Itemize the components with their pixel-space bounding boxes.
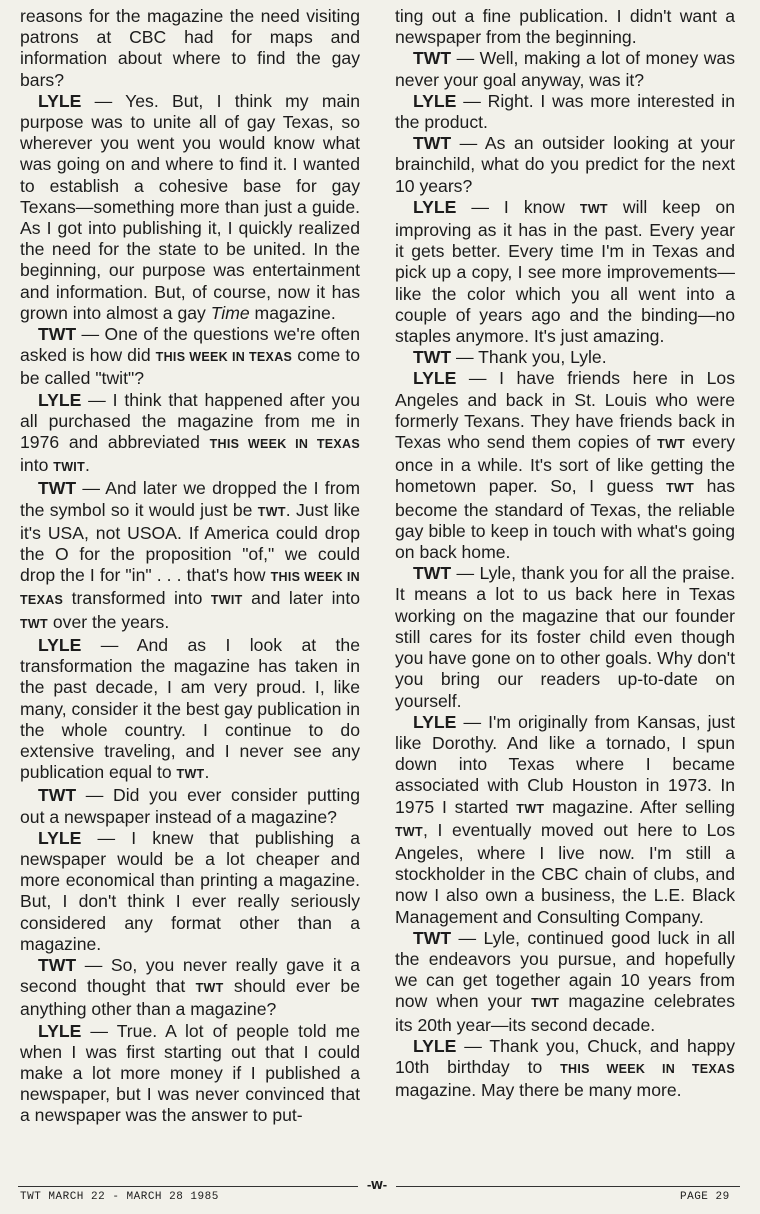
- publication-name: THIS WEEK IN TEXAS: [209, 437, 361, 452]
- text-run: — Yes. But, I think my main purpose was to unite all of gay Texas, so wherever you went you would know what was going on and where to find it. I wanted to establish a cohesive base for gay Texans—something more than just a guide. As I got into publishing it, I quickly realized the need for the state to be united. In the beginning, our purpose was entertainment and information. But, of course, now it has grown into almost a gay: [20, 90, 360, 323]
- paragraph: [20, 635, 360, 785]
- text-run: — One of the questions we're often asked is how did: [20, 324, 360, 366]
- speaker-label: TWT: [38, 954, 77, 975]
- text-run: reasons for the magazine the need visiting patrons at CBC had for maps and information about where to find the gay bars?: [20, 6, 360, 90]
- text-run: come to be called "twit"?: [20, 345, 360, 389]
- publication-name: TWT: [666, 481, 695, 496]
- text-run: will keep on improving as it has in the past. Every year it gets better. Every time I'm in Texas and pick up a copy, I see more improvements—like the color which you all went into a couple of years ago and the binding—no staples anymore. It's just amazing.: [395, 196, 736, 347]
- text-run: — True. A lot of people told me when I was first starting out that I could make a lot more money if I published a newspaper, but I was never convinced that a newspaper was the answer to put-: [20, 1020, 360, 1126]
- publication-name: TWT: [516, 801, 545, 816]
- publication-name: TWT: [657, 437, 686, 452]
- speaker-label: LYLE: [38, 1020, 82, 1041]
- text-run: . Just like it's USA, not USOA. If America could drop the O for the proposition "of," we could drop the I for "in" . . . that's how: [20, 499, 360, 586]
- paragraph: [395, 1036, 735, 1102]
- paragraph: [395, 48, 735, 90]
- text-run: — I have friends here in Los Angeles and back in St. Louis who were formerly Texans. They have friends back in Texas who send them copies of: [395, 368, 735, 453]
- paragraph: [20, 6, 360, 91]
- paragraph: [20, 785, 360, 827]
- paragraph: [395, 928, 735, 1036]
- publication-name: TWIT: [53, 460, 86, 475]
- publication-name: THIS WEEK IN TEXAS: [20, 570, 360, 608]
- speaker-label: TWT: [413, 133, 452, 154]
- speaker-label: LYLE: [413, 196, 457, 217]
- paragraph: [395, 91, 735, 133]
- publication-name: TWIT: [210, 593, 243, 608]
- text-run: should ever be anything other than a magazine?: [20, 976, 360, 1020]
- speaker-label: TWT: [38, 478, 77, 499]
- text-run: magazine. After selling: [544, 796, 735, 817]
- text-run: — Right. I was more interested in the product.: [395, 90, 735, 133]
- text-run: magazine.: [249, 302, 336, 323]
- paragraph: [395, 347, 735, 368]
- text-run: — Thank you, Chuck, and happy 10th birthday to: [395, 1035, 735, 1077]
- paragraph: [395, 712, 735, 928]
- text-run: — I know: [456, 196, 580, 217]
- publication-name: TWT: [395, 824, 423, 839]
- speaker-label: TWT: [413, 927, 452, 948]
- speaker-label: LYLE: [38, 827, 82, 848]
- speaker-label: TWT: [38, 785, 77, 806]
- text-run: has become the standard of Texas, the reliable gay bible to keep in touch with what's going on back home.: [395, 476, 735, 563]
- text-run: — Lyle, continued good luck in all the endeavors you pursue, and hopefully we can get together again 10 years from now when your: [395, 927, 735, 1012]
- publication-name: TWT: [195, 981, 224, 996]
- text-run: over the years.: [47, 611, 170, 632]
- text-run: — Did you ever consider putting out a newspaper instead of a magazine?: [20, 785, 360, 827]
- publication-name: TWT: [20, 616, 48, 631]
- speaker-label: TWT: [38, 324, 77, 345]
- paragraph: [20, 478, 360, 634]
- paragraph: [20, 324, 360, 390]
- page-number: PAGE 29: [680, 1191, 730, 1203]
- italic-title: Time: [210, 302, 250, 323]
- text-run: — As an outsider looking at your brainchild, what do you predict for the next 10 years?: [395, 133, 735, 196]
- publication-name: THIS WEEK IN TEXAS: [155, 350, 293, 365]
- left-text-column: [20, 6, 360, 1127]
- text-run: into: [20, 455, 54, 476]
- speaker-label: LYLE: [38, 634, 82, 655]
- text-run: — And as I look at the transformation the magazine has taken in the past decade, I am very proud. I, like many, consider it the best gay publication in the whole country. I continue to do extensive traveling, and I never see any publication equal to: [20, 634, 361, 783]
- speaker-label: LYLE: [413, 368, 457, 389]
- text-run: , I eventually moved out here to Los Angeles, where I live now. I'm still a stockholder in the CBC chain of clubs, and now I also own a business, the L.E. Black Management and Consulting Company.: [395, 819, 735, 927]
- paragraph: [395, 368, 735, 563]
- speaker-label: TWT: [413, 347, 452, 368]
- paragraph: [395, 197, 735, 347]
- publication-name: TWT: [257, 504, 286, 519]
- speaker-label: TWT: [413, 563, 452, 584]
- paragraph: [20, 390, 360, 479]
- text-run: — I'm originally from Kansas, just like Dorothy. And like a tornado, I spun down into Texas where I became associated with Club Houston in 1973. In 1975 I started: [395, 711, 735, 817]
- text-run: .: [85, 455, 90, 476]
- text-run: — And later we dropped the I from the symbol so it would just be: [20, 478, 360, 520]
- paragraph: [20, 91, 360, 324]
- speaker-label: LYLE: [38, 90, 82, 111]
- text-run: magazine celebrates its 20th year—its second decade.: [395, 991, 735, 1035]
- text-run: — I think that happened after you all purchased the magazine from me in 1976 and abbreviated: [20, 389, 360, 453]
- text-run: — I knew that publishing a newspaper would be a lot cheaper and more economical than printing a magazine. But, I don't think I ever really seriously considered any format other than a magazine.: [20, 827, 360, 954]
- text-run: — So, you never really gave it a second thought that: [20, 954, 360, 997]
- text-run: — Thank you, Lyle.: [451, 347, 607, 368]
- paragraph: [395, 6, 735, 48]
- paragraph: [395, 563, 735, 711]
- publication-name: TWT: [176, 767, 205, 782]
- text-run: magazine. May there be many more.: [395, 1080, 682, 1101]
- text-run: and later into: [242, 588, 360, 609]
- paragraph: [20, 828, 360, 955]
- footer-ornament-icon: -W-: [358, 1179, 396, 1193]
- speaker-label: TWT: [413, 48, 452, 69]
- text-run: every once in a while. It's sort of like getting the hometown paper. So, I guess: [395, 432, 735, 497]
- publication-name: THIS WEEK IN TEXAS: [560, 1061, 736, 1076]
- paragraph: [395, 133, 735, 197]
- text-run: — Lyle, thank you for all the praise. It means a lot to us back here in Texas working on the magazine that our founder still cares for its foster child even though you have gone on to other goals. Why don't you bring our readers up-to-date on yourself.: [395, 563, 735, 711]
- publication-name: TWT: [531, 996, 560, 1011]
- speaker-label: LYLE: [38, 389, 82, 410]
- text-run: ting out a fine publication. I didn't want a newspaper from the beginning.: [395, 6, 735, 48]
- footer-issue-date: TWT MARCH 22 - MARCH 28 1985: [20, 1191, 219, 1203]
- text-run: — Well, making a lot of money was never your goal anyway, was it?: [395, 48, 735, 90]
- speaker-label: LYLE: [413, 1035, 457, 1056]
- paragraph: [20, 1021, 360, 1127]
- speaker-label: LYLE: [413, 90, 457, 111]
- text-run: transformed into: [63, 588, 211, 609]
- speaker-label: LYLE: [413, 711, 457, 732]
- text-run: .: [204, 762, 210, 783]
- publication-name: TWT: [579, 201, 608, 216]
- right-text-column: [395, 6, 735, 1101]
- paragraph: [20, 955, 360, 1021]
